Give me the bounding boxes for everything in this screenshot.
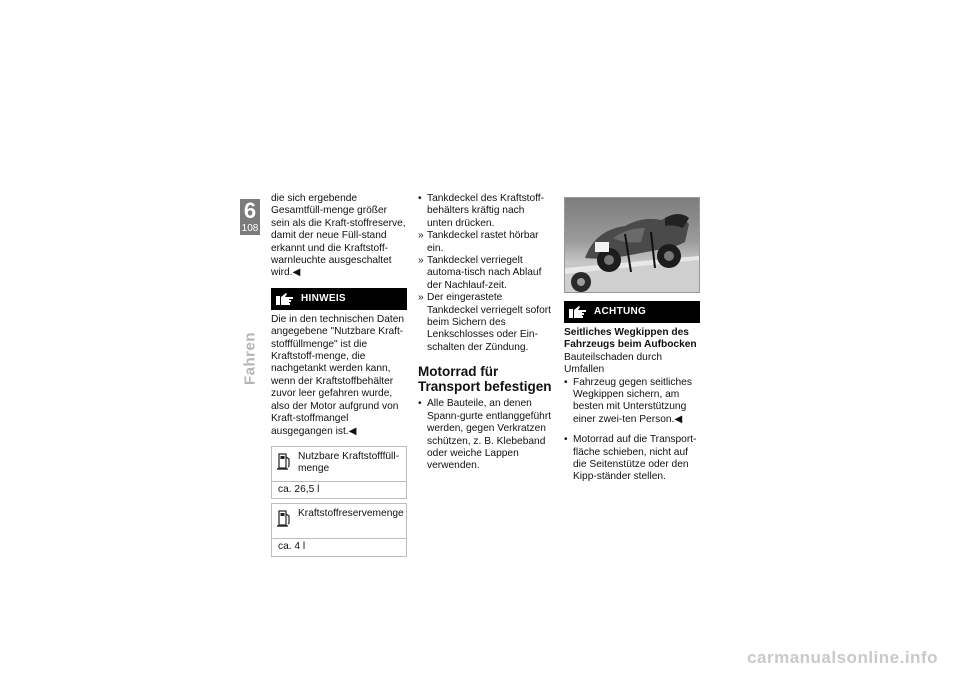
- spec-value: ca. 26,5 l: [272, 481, 406, 498]
- list-item: • Alle Bauteile, an denen Spann-gurte entlanggeführt werden, gegen Verkratzen schützen, z. B. Klebeband oder weiche Lappen verwenden.: [418, 398, 552, 472]
- note-banner: [271, 288, 407, 310]
- chapter-title: Fahren: [241, 331, 259, 385]
- step-list: [564, 434, 700, 484]
- page-number: 108: [241, 223, 259, 234]
- column-2: [418, 193, 552, 473]
- spec-label: Kraftstoffreservemenge: [298, 508, 404, 520]
- fuel-pump-icon: [276, 508, 298, 536]
- warning-label: ACHTUNG: [594, 305, 647, 317]
- step-list: [418, 398, 552, 472]
- list-item: • Tankdeckel des Kraftstoff-behälters kräftig nach unten drücken.: [418, 193, 545, 229]
- section-heading: Motorrad für Transport befestigen: [418, 364, 552, 395]
- chapter-number: 6: [243, 198, 257, 223]
- spec-value: ca. 4 l: [272, 538, 406, 555]
- note-label: HINWEIS: [301, 292, 346, 304]
- list-item: • Fahrzeug gegen seitliches Wegkippen sichern, am besten mit Unterstützung einer zwei-ten Person.◀: [564, 376, 692, 425]
- fuel-pump-icon: [276, 451, 298, 479]
- note-text: Die in den technischen Daten angegebene "Nutzbare Kraft-stofffüllmenge" ist die Kraftstoff-menge, die nachgetankt werden kann, wenn der Kraftstoffbehälter zuvor leer gefahren wurde, also der Motor aufgrund von Kraft-stoffmangel ausgegangen ist.◀: [271, 313, 405, 437]
- column-1: [271, 193, 407, 557]
- spec-label: Nutzbare Kraftstofffüll-menge: [298, 450, 399, 475]
- step-list: [418, 193, 552, 354]
- column-3: [564, 197, 700, 484]
- list-item: » Der eingerastete Tankdeckel verriegelt sofort beim Sichern des Lenkschlosses oder Ein-schalten der Zündung.: [418, 292, 552, 353]
- intro-paragraph: die sich ergebende Gesamtfüll-menge größer sein als die Kraft-stoffreserve, damit der neue Füll-stand erkannt und die Kraftstoff-warnleuchte ausgeschaltet wird.◀: [271, 193, 406, 279]
- motorcycle-transport-image: [564, 197, 700, 293]
- list-item: • Motorrad auf die Transport-fläche schieben, nicht auf die Seitenstütze oder den Kipp-ständer stellen.: [564, 434, 697, 483]
- warning-list: [564, 377, 700, 427]
- list-item: » Tankdeckel verriegelt automa-tisch nach Ablauf der Nachlauf-zeit.: [418, 255, 542, 291]
- spec-box-fuel-capacity: [271, 446, 407, 499]
- warning-consequence: Bauteilschaden durch Umfallen: [564, 351, 662, 376]
- spec-box-fuel-reserve: [271, 503, 407, 556]
- pointing-hand-icon: [275, 291, 295, 307]
- warning-banner: [564, 301, 700, 323]
- list-item: » Tankdeckel rastet hörbar ein.: [418, 230, 539, 254]
- pointing-hand-icon: [568, 304, 588, 320]
- warning-heading: Seitliches Wegkippen des Fahrzeugs beim Aufbocken: [564, 327, 697, 351]
- watermark: carmanualsonline.info: [747, 648, 938, 667]
